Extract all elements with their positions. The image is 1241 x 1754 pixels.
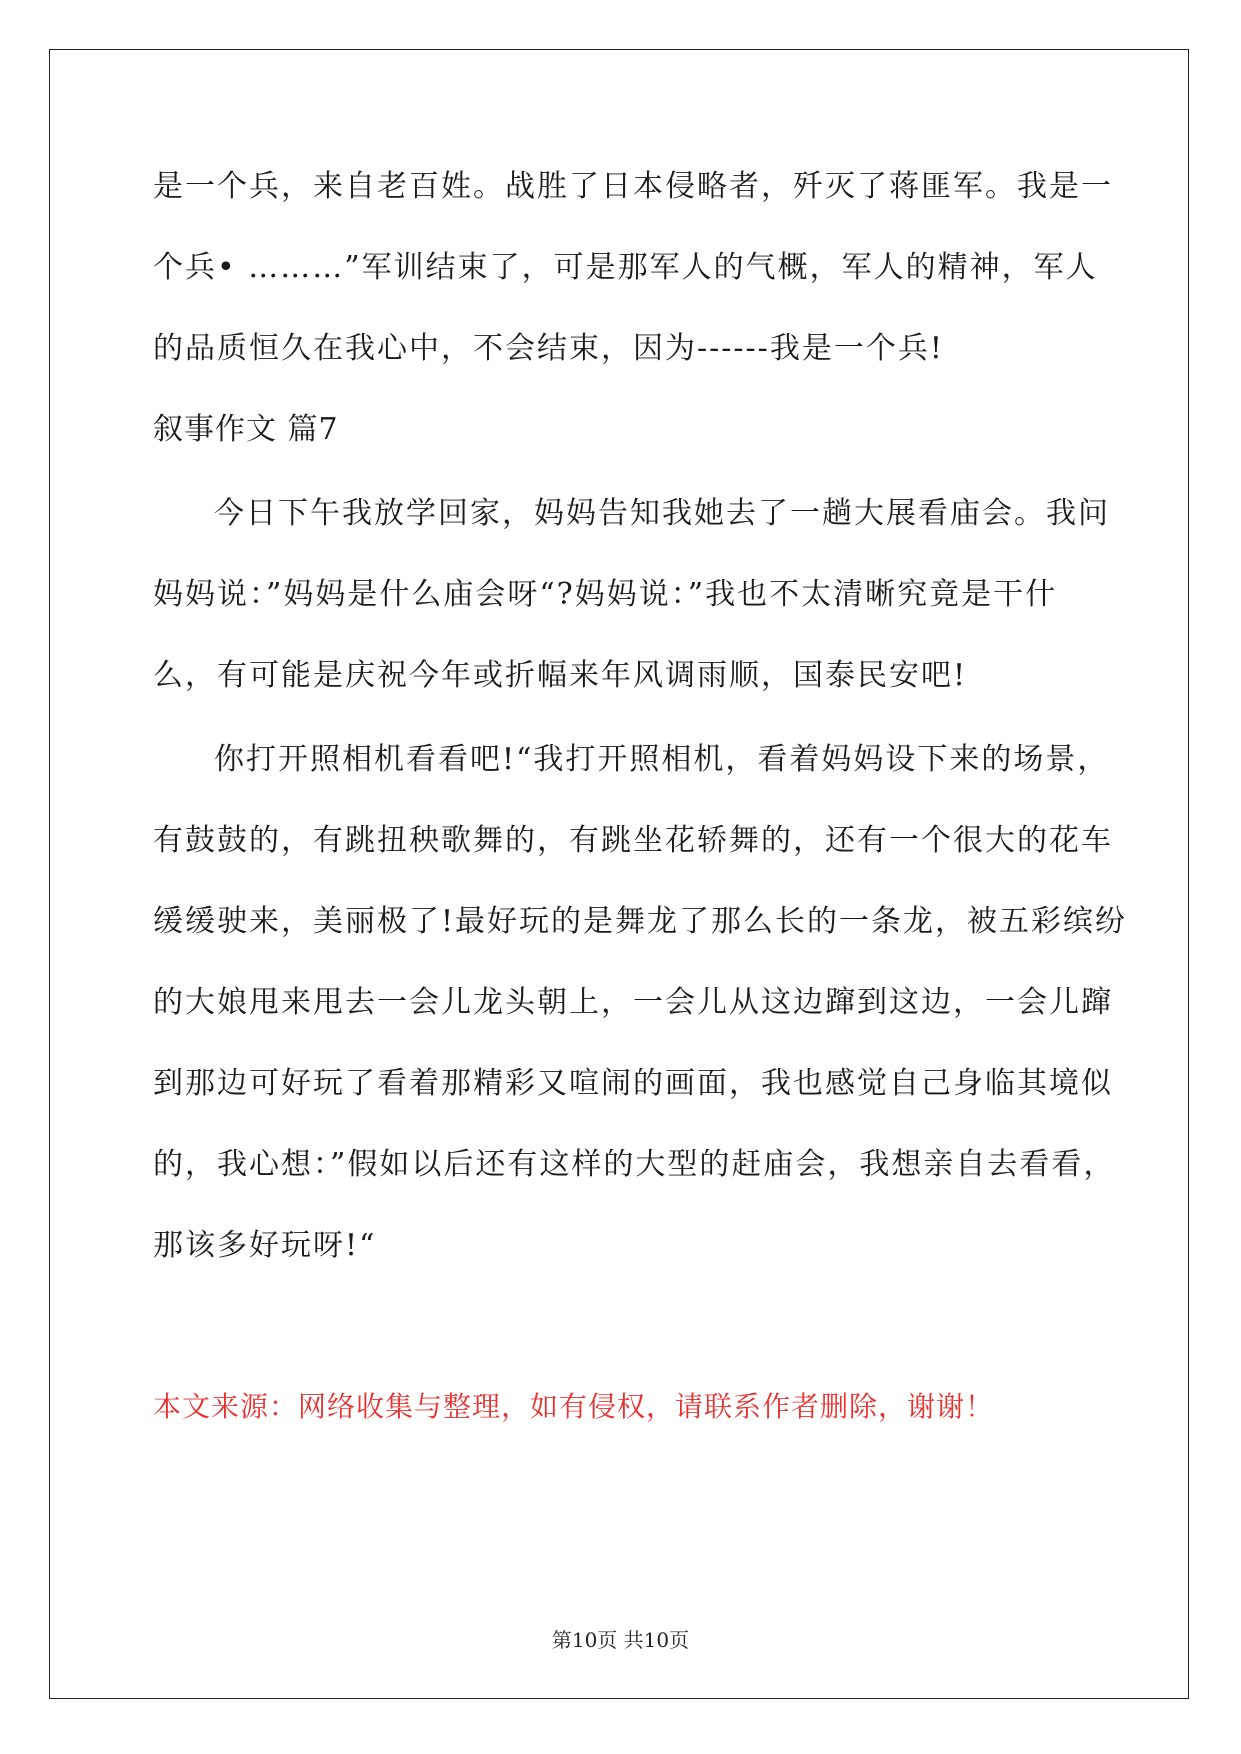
paragraph-3-line-4: 的大娘甩来甩去一会儿龙头朝上，一会儿从这边蹿到这边，一会儿蹿	[153, 985, 1113, 1020]
source-note: 本文来源：网络收集与整理，如有侵权，请联系作者删除，谢谢！	[153, 1390, 995, 1423]
section-heading: 叙事作文 篇7	[153, 412, 339, 447]
paragraph-2-line-2: 妈妈说：”妈妈是什么庙会呀“?妈妈说：”我也不太清晰究竟是干什	[153, 577, 1058, 612]
page-frame	[49, 49, 1189, 1699]
paragraph-3-line-2: 有鼓鼓的，有跳扭秧歌舞的，有跳坐花轿舞的，还有一个很大的花车	[153, 823, 1113, 858]
paragraph-1-line-2: 个兵• ………”军训结束了，可是那军人的气概，军人的精神，军人	[153, 250, 1098, 285]
paragraph-3-line-7: 那该多好玩呀!“	[153, 1228, 377, 1263]
paragraph-3-line-1: 你打开照相机看看吧!“我打开照相机，看着妈妈设下来的场景，	[214, 742, 1110, 777]
paragraph-1-line-3: 的品质恒久在我心中，不会结束，因为------我是一个兵!	[153, 331, 944, 366]
paragraph-3-line-6: 的，我心想：”假如以后还有这样的大型的赶庙会，我想亲自去看看，	[153, 1147, 1116, 1182]
paragraph-3-line-3: 缓缓驶来，美丽极了!最好玩的是舞龙了那么长的一条龙，被五彩缤纷	[153, 904, 1128, 939]
paragraph-1-line-1: 是一个兵，来自老百姓。战胜了日本侵略者，歼灭了蒋匪军。我是一	[153, 169, 1113, 204]
paragraph-2-line-3: 么，有可能是庆祝今年或折幅来年风调雨顺，国泰民安吧!	[153, 658, 968, 693]
paragraph-3-line-5: 到那边可好玩了看着那精彩又喧闹的画面，我也感觉自己身临其境似	[153, 1066, 1113, 1101]
page-footer: 第10页 共10页	[551, 1628, 690, 1652]
paragraph-2-line-1: 今日下午我放学回家，妈妈告知我她去了一趟大展看庙会。我问	[214, 496, 1110, 531]
